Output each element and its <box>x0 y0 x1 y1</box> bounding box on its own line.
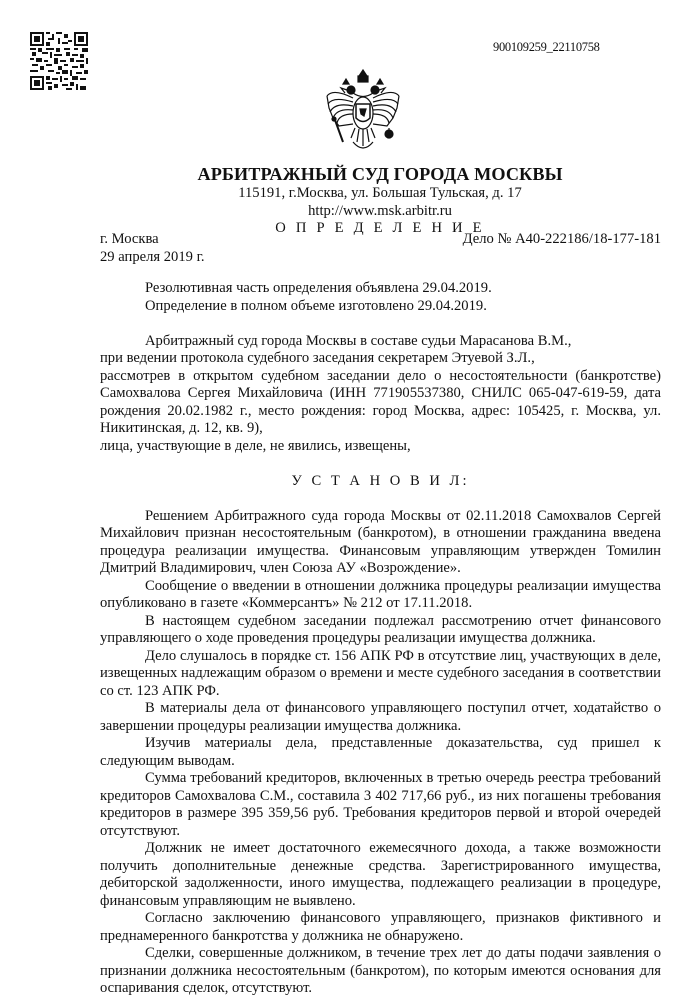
paragraph: Должник не имеет достаточного ежемесячного дохода, а также возможности получить дополнительные денежные средства. Зарегистрированного имущества, дебиторской задолженности, иного имущества, подлежащего реализации в процедуре, финансовым управляющим не выявлено. <box>100 840 661 909</box>
qr-code-icon <box>30 32 88 90</box>
paragraph: Сумма требований кредиторов, включенных в третью очередь реестра требований кредиторов Самохвалова С.М., составила 3 402 717,66 руб., из них погашены требования кредиторов в размере 395 359,56 руб. Требования кредиторов первой и второй очередей отсутствуют. <box>100 770 661 839</box>
paragraph: Сообщение о введении в отношении должника процедуры реализации имущества опубликовано в газете «Коммерсантъ» № 212 от 17.11.2018. <box>100 577 661 611</box>
paragraph: Дело слушалось в порядке ст. 156 АПК РФ в отсутствие лиц, участвующих в деле, извещенных надлежащим образом о времени и месте судебного заседания в соответствии со ст. 123 АПК РФ. <box>100 647 661 699</box>
intro-line: Арбитражный суд города Москвы в составе судьи Марасанова В.М., <box>145 332 572 349</box>
document-date: 29 апреля 2019 г. <box>100 248 205 265</box>
intro-line: рассмотрев в открытом судебном заседании дело о несостоятельности (банкротстве) Самохвалова Сергея Михайловича (ИНН 771905537380, СНИЛС 065-047-619-59, дата рождения 20.02.1982 г., место рождения: город Москва, адрес: 105425, г. Москва, ул. Никитинская, д. 12, кв. 9), <box>100 367 661 436</box>
paragraph: Согласно заключению финансового управляющего, признаков фиктивного и преднамеренного банкротства у должника не обнаружено. <box>100 910 661 944</box>
intro-line: при ведении протокола судебного заседания секретарем Этуевой З.Л., <box>100 350 535 366</box>
court-url: http://www.msk.arbitr.ru <box>308 202 452 219</box>
resolution-announced: Резолютивная часть определения объявлена 29.04.2019. <box>145 280 492 296</box>
court-name: АРБИТРАЖНЫЙ СУД ГОРОДА МОСКВЫ <box>197 164 563 184</box>
coat-of-arms-icon <box>323 68 403 158</box>
document-id: 900109259_22110758 <box>493 40 600 54</box>
city: г. Москва <box>100 231 159 247</box>
paragraph: Решением Арбитражного суда города Москвы от 02.11.2018 Самохвалов Сергей Михайлович признан несостоятельным (банкротом), в отношении гражданина введена процедура реализации имущества. Финансовым управляющим утвержден Томилин Дмитрий Владимирович, член Союза АУ «Возрождение». <box>100 507 661 576</box>
document-header <box>100 163 660 238</box>
document-body <box>100 280 661 998</box>
paragraph: В материалы дела от финансового управляющего поступил отчет, ходатайство о завершении процедуры реализации имущества должника. <box>100 700 661 734</box>
intro-line: лица, участвующие в деле, не явились, извещены, <box>100 437 411 454</box>
document-type: О П Р Е Д Е Л Е Н И Е <box>275 220 485 236</box>
paragraph: Сделки, совершенные должником, в течение трех лет до даты подачи заявления о признании должника несостоятельным (банкротом), по которым имеются основания для оспаривания сделок, отсутствуют. <box>100 945 661 996</box>
court-address: 115191, г.Москва, ул. Большая Тульская, д. 17 <box>238 185 522 201</box>
paragraph: Изучив материалы дела, представленные доказательства, суд пришел к следующим выводам. <box>100 735 661 769</box>
resolution-produced: Определение в полном объеме изготовлено 29.04.2019. <box>145 297 487 314</box>
document-meta <box>100 231 661 266</box>
paragraph: В настоящем судебном заседании подлежал рассмотрению отчет финансового управляющего о ходе проведения процедуры реализации имущества должника. <box>100 612 661 646</box>
section-title: У С Т А Н О В И Л: <box>291 472 470 489</box>
case-number: Дело № А40-222186/18-177-181 <box>462 231 661 247</box>
